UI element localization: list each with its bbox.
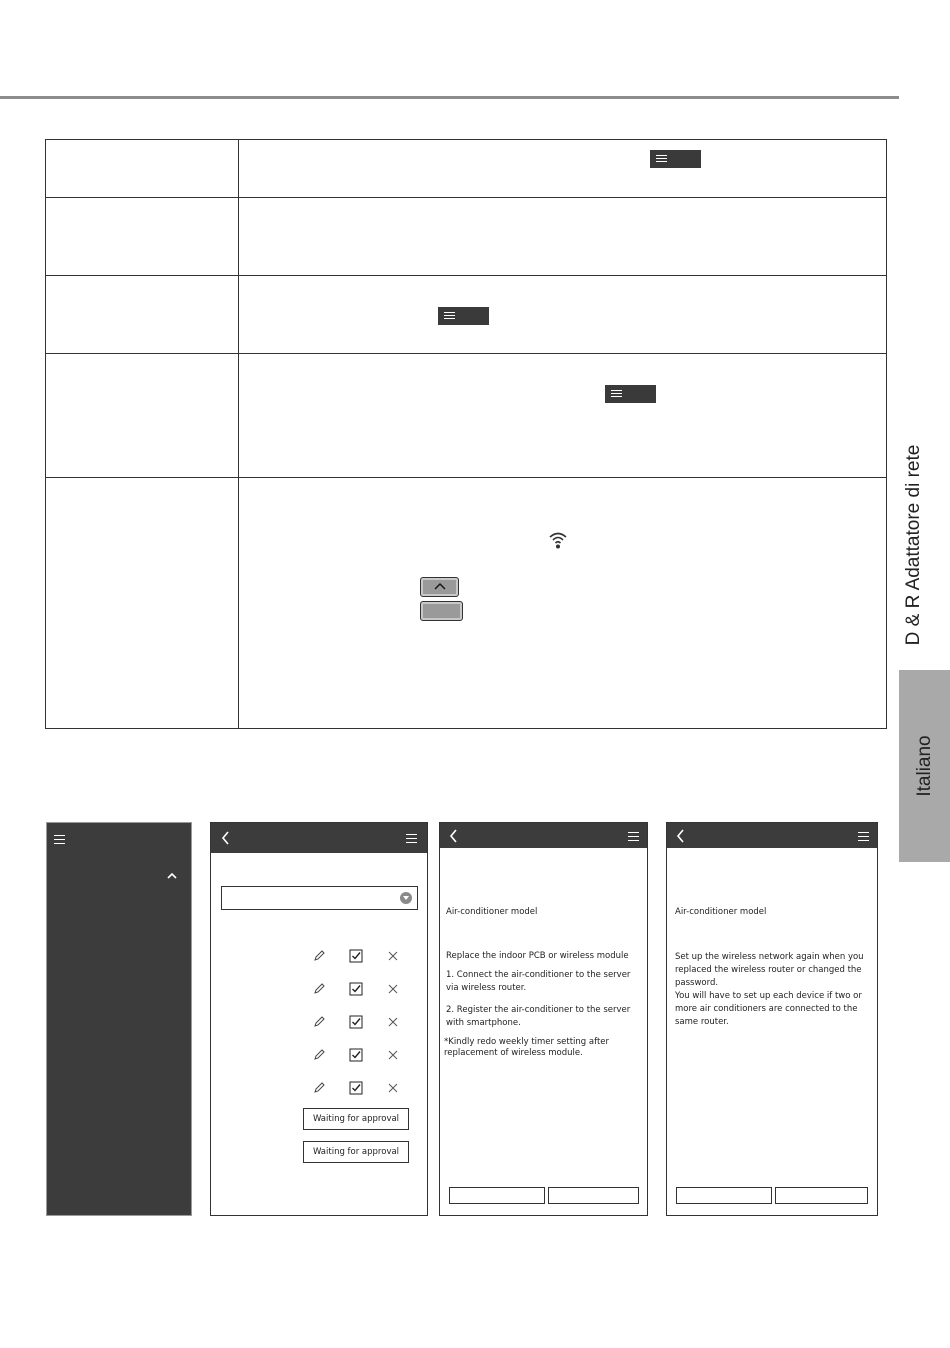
model-label: Air-conditioner model [446, 907, 538, 917]
checkbox-checked-icon[interactable] [349, 982, 363, 996]
table-row [46, 198, 886, 276]
right-action-button[interactable] [775, 1187, 868, 1204]
table-row [46, 354, 886, 478]
language-side-tab [899, 670, 950, 862]
section-title-text: D & R Adattatore di rete [903, 444, 924, 646]
waiting-approval-status[interactable]: Waiting for approval [303, 1141, 409, 1163]
instruction-body-2: You will have to set up each device if two or more air conditioners are connected to the same router. [675, 991, 862, 1027]
row-question-cell [46, 478, 239, 728]
remote-blank-button [420, 601, 463, 621]
menu-button-chip [438, 307, 489, 325]
screen-device-list [210, 822, 428, 1216]
hamburger-menu-icon[interactable] [54, 835, 65, 844]
screen-replace-module [439, 822, 648, 1216]
close-x-icon[interactable] [388, 1083, 398, 1093]
row-question-cell [46, 140, 239, 197]
waiting-approval-status[interactable]: Waiting for approval [303, 1108, 409, 1130]
remote-up-button [420, 577, 459, 597]
close-x-icon[interactable] [388, 1050, 398, 1060]
header-rule [0, 96, 899, 99]
pencil-icon[interactable] [313, 983, 325, 995]
left-action-button[interactable] [676, 1187, 772, 1204]
dropdown-circle-icon[interactable] [400, 892, 412, 904]
instruction-body: Set up the wireless network again when you replaced the wireless router or changed the password. [675, 952, 864, 988]
right-action-button[interactable] [548, 1187, 639, 1204]
hamburger-menu-icon[interactable] [628, 832, 639, 841]
close-x-icon[interactable] [388, 951, 398, 961]
row-question-cell [46, 276, 239, 353]
menu-button-chip [605, 385, 656, 403]
chevron-left-icon[interactable] [221, 831, 231, 845]
instruction-note: *Kindly redo weekly timer setting after replacement of wireless module. [444, 1037, 610, 1058]
instruction-heading: Replace the indoor PCB or wireless module [446, 951, 629, 961]
language-text: Italiano [913, 735, 935, 797]
device-select-dropdown[interactable] [221, 886, 418, 910]
menu-button-chip [650, 150, 701, 168]
row-question-cell [46, 198, 239, 275]
hamburger-menu-icon[interactable] [406, 834, 417, 843]
hamburger-menu-icon[interactable] [858, 832, 869, 841]
left-action-button[interactable] [449, 1187, 545, 1204]
qa-table [45, 139, 887, 729]
table-row [46, 140, 886, 198]
screen-top-bar [440, 823, 647, 848]
row-question-cell [46, 354, 239, 477]
chevron-left-icon[interactable] [449, 829, 459, 843]
model-label: Air-conditioner model [675, 907, 767, 917]
table-row [46, 276, 886, 354]
hamburger-menu-icon [611, 390, 622, 398]
screen-menu-drawer [46, 822, 192, 1216]
screen-top-bar [667, 823, 877, 848]
hamburger-menu-icon [444, 312, 455, 320]
close-x-icon[interactable] [388, 1017, 398, 1027]
checkbox-checked-icon[interactable] [349, 1015, 363, 1029]
wifi-icon [549, 530, 567, 550]
hamburger-menu-icon [656, 155, 667, 163]
pencil-icon[interactable] [313, 1016, 325, 1028]
chevron-left-icon[interactable] [676, 829, 686, 843]
close-x-icon[interactable] [388, 984, 398, 994]
instruction-step-1: 1. Connect the air-conditioner to the server via wireless router. [446, 970, 631, 993]
pencil-icon[interactable] [313, 1049, 325, 1061]
checkbox-checked-icon[interactable] [349, 1081, 363, 1095]
pencil-icon[interactable] [313, 1082, 325, 1094]
pencil-icon[interactable] [313, 950, 325, 962]
checkbox-checked-icon[interactable] [349, 949, 363, 963]
table-row [46, 478, 886, 728]
checkbox-checked-icon[interactable] [349, 1048, 363, 1062]
instruction-step-2: 2. Register the air-conditioner to the server with smartphone. [446, 1005, 631, 1028]
section-side-title [894, 430, 934, 660]
screen-router-reset [666, 822, 878, 1216]
chevron-up-icon [434, 582, 446, 590]
screen-top-bar [211, 823, 427, 853]
chevron-up-icon[interactable] [167, 872, 177, 880]
